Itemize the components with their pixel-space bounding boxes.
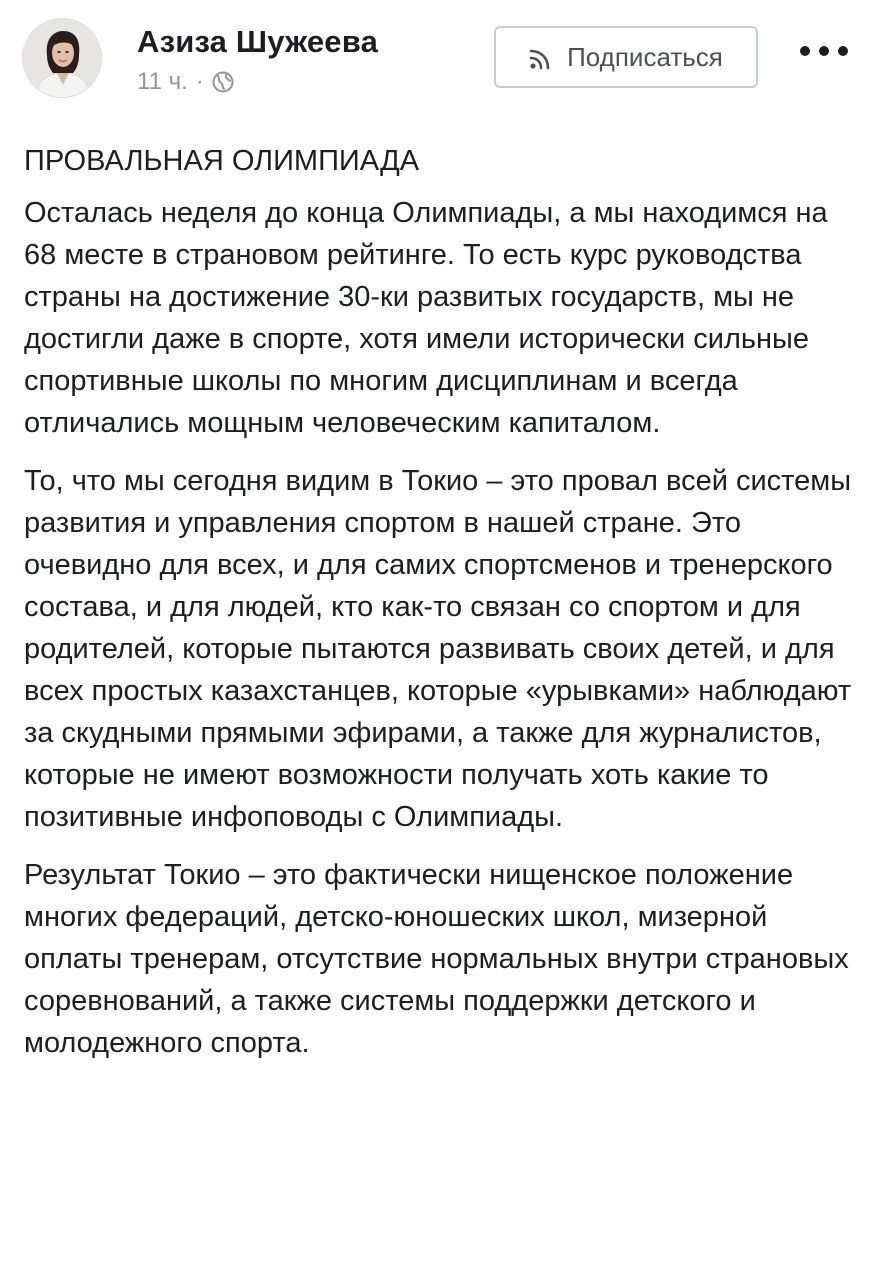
post-paragraph-2: То, что мы сегодня видим в Токио – это провал всей системы развития и управления спортом в нашей стране. Это очевидно для всех, и для самих спортсменов и тренерского состава, и для людей, кто как-то связан со спортом и для родителей, которые пытаются развивать своих детей, и для всех простых казахстанцев, которые «урывками» наблюдают за скудными прямыми эфирами, а также для журналистов, которые не имеют возможности получать хоть какие то позитивные инфоповоды с Олимпиады. — [24, 465, 852, 833]
rss-icon — [529, 46, 551, 68]
post-paragraph-3: Результат Токио – это фактически нищенское положение многих федераций, детско-юношеских школ, мизерной оплаты тренерам, отсутствие нормальных внутри страновых соревнований, а также системы поддержки детского и молодежного спорта. — [24, 859, 849, 1059]
author-name[interactable]: Азиза Шужеева — [137, 24, 379, 59]
post-meta — [137, 68, 234, 96]
more-dot — [838, 46, 848, 56]
subscribe-button[interactable] — [494, 26, 758, 88]
meta-separator: · — [195, 68, 204, 95]
post-header — [0, 0, 876, 120]
post-timestamp[interactable]: 11 ч. — [137, 68, 188, 95]
post-body — [24, 140, 854, 1080]
post-title: ПРОВАЛЬНАЯ ОЛИМПИАДА — [24, 145, 420, 177]
subscribe-label: Подписаться — [567, 41, 723, 72]
avatar[interactable] — [22, 18, 102, 98]
more-dot — [819, 46, 829, 56]
post-paragraph-1: Осталась неделя до конца Олимпиады, а мы находимся на 68 месте в страновом рейтинге. То есть курс руководства страны на достижение 30-ки развитых государств, мы не достигли даже в спорте, хотя имели исторически сильные спортивные школы по многим дисциплинам и всегда отличались мощным человеческим капиталом. — [24, 197, 828, 439]
avatar-photo — [23, 19, 102, 98]
more-dots-icon[interactable] — [800, 36, 848, 66]
globe-icon[interactable] — [212, 71, 234, 93]
more-dot — [800, 46, 810, 56]
